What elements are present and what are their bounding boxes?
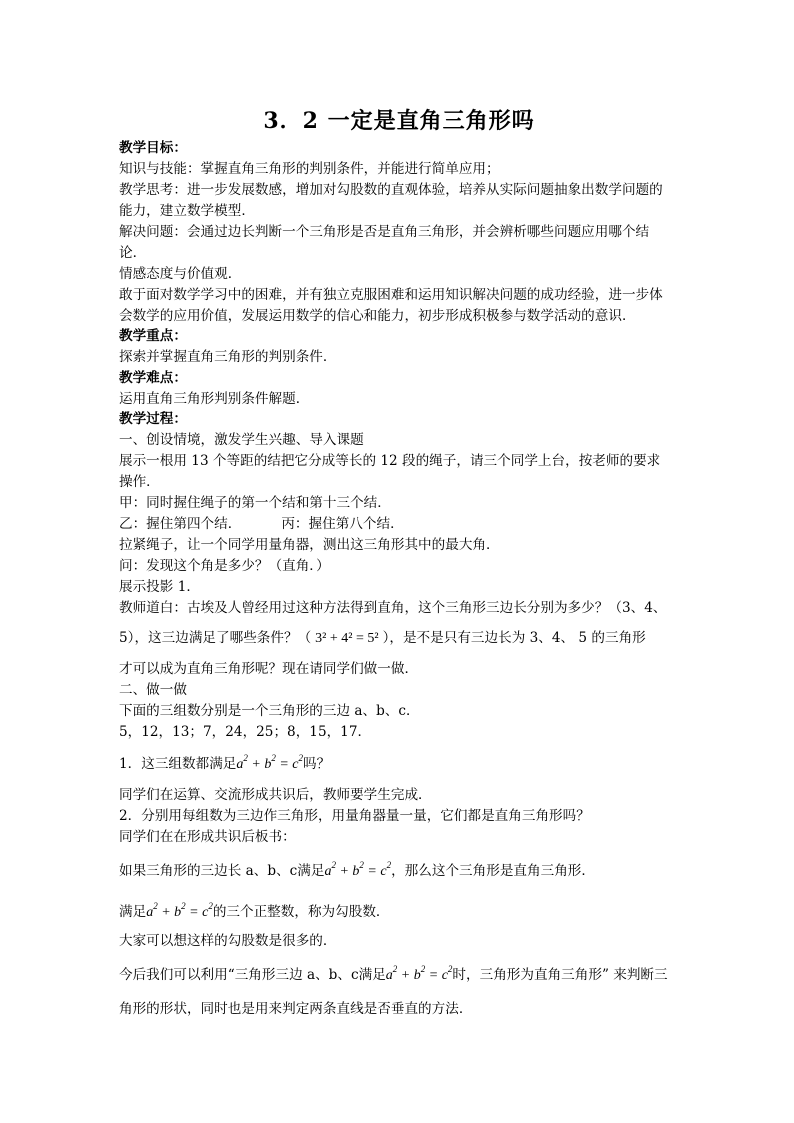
role-yi-bing — [119, 514, 404, 534]
paragraph-line: 展示投影 1． — [119, 579, 200, 595]
text-segment: 如果三角形的三边长 a、b、c满足 — [119, 863, 325, 879]
formula-345: 3² + 4² = 5² — [315, 631, 379, 646]
question-2: 2．分别用每组数为三边作三角形，用量角器量一量，它们都是直角三角形吗？ — [119, 808, 590, 824]
text-segment: ），是不是只有三边长为 3、4、 5 的三角形 — [382, 630, 646, 646]
difficulty-heading: 教学难点： — [119, 370, 187, 386]
paragraph-line: 角形的形状，同时也是用来判定两条直线是否垂直的方法． — [119, 1001, 473, 1017]
difficulty-text: 运用直角三角形判别条件解题． — [119, 391, 310, 407]
formula-abc: $a^2 + b^2 = c^2$ — [385, 964, 453, 983]
text-segment: 1．这三组数都满足 — [119, 756, 237, 772]
formula-abc: $a^2 + b^2 = c^2$ — [324, 860, 392, 879]
text-segment: 5），这三边满足了哪些条件？（ — [119, 630, 312, 646]
formula-abc: $a^2 + b^2 = c^2$ — [236, 753, 304, 772]
paragraph-line-with-formula — [119, 965, 668, 986]
number-sets: 5，12，13；7，24，25；8，15，17． — [119, 724, 372, 740]
objective-line: 知识与技能：掌握直角三角形的判别条件，并能进行简单应用； — [119, 161, 500, 177]
text-segment: 今后我们可以利用“三角形三边 a、b、c满足 — [119, 967, 386, 983]
text-segment: 时，三角形为直角三角形” 来判断三 — [452, 967, 668, 983]
paragraph-line: 同学们在在形成共识后板书： — [119, 829, 296, 845]
theorem-line — [119, 861, 595, 882]
text-segment: 吗？ — [303, 756, 331, 772]
role-yi: 乙：握住第四个结． — [119, 516, 242, 532]
objective-line: 教学思考：进一步发展数感，增加对勾股数的直观体验，培养从实际问题抽象出数学问题的 — [119, 182, 663, 198]
question-1 — [119, 754, 330, 775]
role-bing: 丙：握住第八个结． — [281, 516, 404, 532]
section-1-heading: 一、创设情境，激发学生兴趣、导入课题 — [119, 432, 364, 448]
objective-line: 敢于面对数学学习中的困难，并有独立克服困难和运用知识解决问题的成功经验，进一步体 — [119, 287, 663, 303]
paragraph-line: 同学们在运算、交流形成共识后，教师要学生完成． — [119, 787, 432, 803]
paragraph-line: 展示一根用 13 个等距的结把它分成等长的 12 段的绳子，请三个同学上台，按老师的要求 — [119, 453, 661, 469]
paragraph-line: 问：发现这个角是多少？（直角．） — [119, 558, 330, 574]
paragraph-line: 教师道白：古埃及人曾经用过这种方法得到直角，这个三角形三边长分别为多少？（3、4、 — [119, 600, 667, 616]
process-heading: 教学过程： — [119, 411, 187, 427]
text-segment: ，那么这个三角形是直角三角形． — [391, 863, 595, 879]
paragraph-line-with-formula — [119, 628, 646, 649]
key-text: 探索并掌握直角三角形的判别条件． — [119, 349, 337, 365]
formula-abc: $a^2 + b^2 = c^2$ — [146, 901, 213, 920]
objective-line: 会数学的应用价值，发展运用数学的信心和能力，初步形成积极参与数学活动的意识． — [119, 308, 636, 324]
paragraph-line: 下面的三组数分别是一个三角形的三边 a、b、c． — [119, 703, 420, 719]
section-2-heading: 二、做一做 — [119, 682, 187, 698]
paragraph-line: 拉紧绳子，让一个同学用量角器，测出这三角形其中的最大角． — [119, 537, 500, 553]
paragraph-line: 大家可以想这样的勾股数是很多的． — [119, 933, 337, 949]
paragraph-line: 操作． — [119, 474, 160, 490]
text-segment: 的三个正整数，称为勾股数． — [212, 904, 390, 920]
objective-line: 解决问题：会通过边长判断一个三角形是否是直角三角形，并会辨析哪些问题应用哪个结 — [119, 224, 650, 240]
paragraph-line: 才可以成为直角三角形呢？现在请同学们做一做． — [119, 661, 419, 677]
text-segment: 满足 — [119, 904, 147, 920]
definition-line — [119, 902, 390, 923]
objectives-heading: 教学目标： — [119, 140, 187, 156]
role-jia: 甲：同时握住绳子的第一个结和第十三个结． — [119, 495, 391, 511]
objective-line: 能力，建立数学模型． — [119, 203, 255, 219]
key-heading: 教学重点： — [119, 328, 187, 344]
objective-line: 情感态度与价值观． — [119, 266, 242, 282]
page-title: 3．2 一定是直角三角形吗 — [263, 108, 535, 134]
objective-line: 论． — [119, 245, 147, 261]
